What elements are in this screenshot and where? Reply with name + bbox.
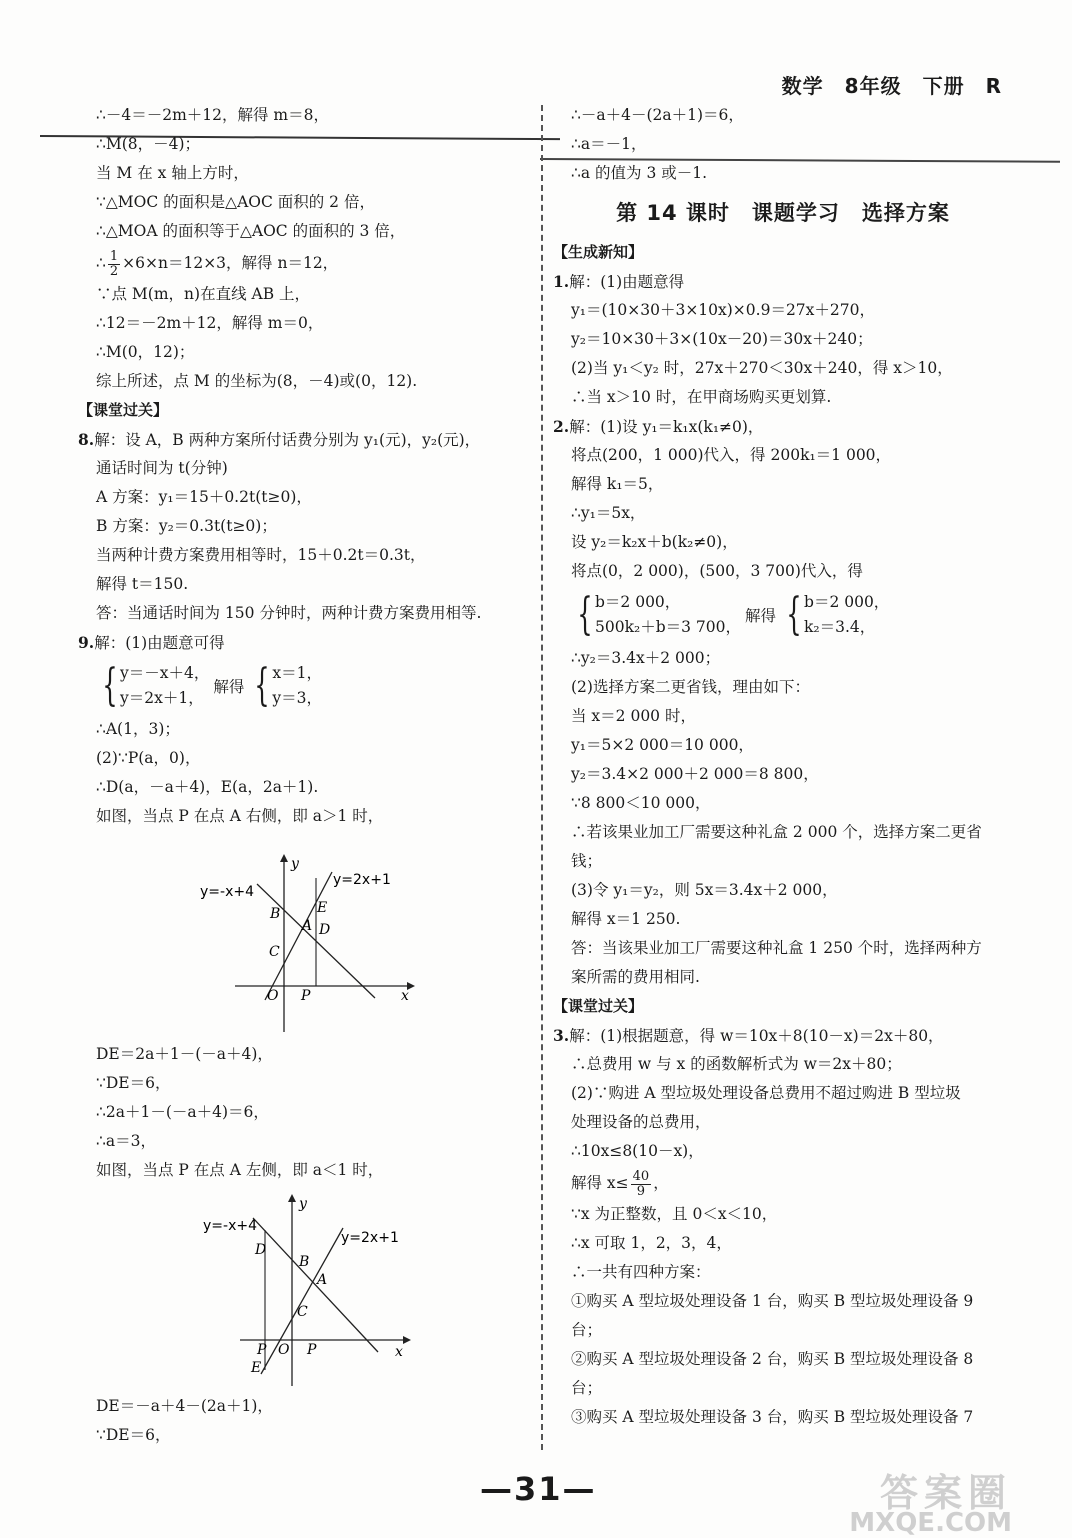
solve-label: 解得 — [213, 678, 245, 696]
label-D: D — [319, 922, 331, 938]
equation-system — [78, 657, 533, 715]
problem-number: 2. — [553, 417, 570, 436]
text-line: y₂＝3.4×2 000＋2 000＝8 800， — [571, 765, 819, 783]
fraction-denominator: 2 — [109, 263, 119, 279]
text-line: 台； — [571, 1321, 603, 1339]
equation: y＝3， — [272, 689, 323, 707]
text-line: ∴10x≤8(10－x)， — [571, 1142, 704, 1160]
label-P-right: P — [307, 1342, 317, 1358]
system-rows — [120, 661, 209, 711]
text-line: ∴a＝3， — [96, 1132, 156, 1150]
text-line: 答：当通话时间为 150 分钟时，两种计费方案费用相等. — [96, 604, 482, 622]
text-line: 当 M 在 x 轴上方时， — [96, 164, 249, 182]
fraction — [631, 1170, 652, 1199]
text-line: ∴2a＋1－(－a＋4)＝6， — [96, 1103, 269, 1121]
fraction-denominator: 9 — [636, 1183, 646, 1199]
text-line: B 方案：y₂＝0.3t(t≥0)； — [96, 517, 277, 535]
problem-number: 8. — [78, 430, 95, 449]
text-line: 解得 x＝1 250. — [571, 910, 681, 928]
label-x: x — [395, 1344, 403, 1360]
problem-2-line — [553, 412, 1013, 441]
equation: y＝2x＋1， — [120, 689, 204, 707]
text-line: ∵△MOC 的面积是△AOC 面积的 2 倍， — [96, 193, 375, 211]
text-line: 钱； — [571, 852, 603, 870]
left-column-end — [78, 1392, 533, 1450]
fraction-numerator: 40 — [632, 1168, 650, 1184]
label-A: A — [302, 918, 313, 934]
text-line: ∴－a＋4－(2a＋1)＝6， — [571, 106, 744, 124]
text-line: ∵8 800＜10 000， — [571, 794, 711, 812]
text-line: ∴M(0，12)； — [96, 343, 195, 361]
section-tag: 【课堂过关】 — [78, 401, 169, 419]
text-line: 处理设备的总费用， — [571, 1113, 711, 1131]
text-fragment: 解得 x≤ — [571, 1174, 629, 1192]
solution-rows — [804, 590, 889, 640]
label-O: O — [267, 988, 279, 1004]
label-line-neg-x-plus-4: y=-x+4 — [200, 884, 254, 900]
text-line: ∴D(a，－a＋4)，E(a，2a＋1). — [96, 778, 319, 796]
fraction-numerator: 1 — [109, 248, 119, 264]
figure-1 — [195, 850, 425, 1035]
text-line: 如图，当点 P 在点 A 左侧，即 a＜1 时， — [96, 1161, 384, 1179]
text-line: ∴y₂＝3.4x＋2 000； — [571, 649, 721, 667]
problem-1-line — [553, 267, 1013, 296]
fraction — [108, 250, 120, 279]
label-A: A — [317, 1272, 328, 1288]
text-line: ∴a 的值为 3 或－1. — [571, 164, 708, 182]
equation: b＝2 000， — [595, 593, 681, 611]
text-line: 答：当该果业加工厂需要这种礼盒 1 250 个时，选择两种方 — [571, 939, 982, 957]
text-line: ∴一共有四种方案： — [571, 1263, 711, 1281]
label-B: B — [299, 1254, 310, 1270]
watermark-line1: 答案圈 — [879, 1471, 1012, 1515]
text-line: ∴当 x＞10 时，在甲商场购买更划算. — [571, 388, 832, 406]
problem-8-line — [78, 425, 533, 454]
text-line: DE＝2a＋1－(－a＋4)， — [96, 1045, 273, 1063]
text-line-fraction — [553, 1166, 1013, 1200]
section-tag: 【课堂过关】 — [553, 997, 644, 1015]
y-axis-arrow — [280, 854, 288, 862]
text-line: 解得 t＝150. — [96, 575, 189, 593]
text-line: ∵DE＝6， — [96, 1426, 171, 1444]
text-line: y₁＝(10×30＋3×10x)×0.9＝27x＋270， — [571, 301, 875, 319]
text-fragment: 解：(1)根据题意，得 w＝10x＋8(10－x)＝2x＋80， — [569, 1027, 944, 1045]
text-fragment: ∴ — [96, 254, 106, 272]
equation: k₂＝3.4， — [804, 618, 876, 636]
text-line: 将点(200，1 000)代入，得 200k₁＝1 000， — [571, 446, 892, 464]
equation-system — [553, 586, 1013, 644]
page-header: 数学 8年级 下册 R — [781, 74, 1002, 98]
left-column-continued — [78, 1040, 533, 1185]
label-E: E — [251, 1360, 262, 1376]
problem-number: 3. — [553, 1026, 570, 1045]
text-line: y₂＝10×30＋3×(10x－20)＝30x＋240； — [571, 330, 873, 348]
text-line: 如图，当点 P 在点 A 右侧，即 a＞1 时， — [96, 807, 384, 825]
solution-rows — [272, 661, 322, 711]
text-line: ∴若该果业加工厂需要这种礼盒 2 000 个，选择方案二更省 — [571, 823, 982, 841]
column-divider — [541, 105, 543, 1450]
text-line: (2)∵购进 A 型垃圾处理设备总费用不超过购进 B 型垃圾 — [571, 1084, 961, 1102]
label-P-left: P — [257, 1342, 267, 1358]
text-line: ∴－4＝－2m＋12，解得 m＝8， — [96, 106, 329, 124]
text-line: 案所需的费用相同. — [571, 968, 700, 986]
text-fragment: ， — [653, 1174, 669, 1192]
text-line: ∴M(8，－4)； — [96, 135, 201, 153]
y-axis-arrow — [288, 1194, 296, 1202]
lesson-title: 第 14 课时 课题学习 选择方案 — [616, 201, 950, 225]
page-number: —31— — [480, 1470, 597, 1508]
text-line: A 方案：y₁＝15＋0.2t(t≥0)， — [96, 488, 312, 506]
equation: x＝1， — [272, 664, 322, 682]
problem-9-line — [78, 628, 533, 657]
label-x: x — [401, 988, 409, 1004]
text-fragment: ×6×n＝12×3，解得 n＝12， — [122, 254, 339, 272]
problem-number: 1. — [553, 272, 570, 291]
problem-number: 9. — [78, 633, 95, 652]
label-line-2x-plus-1: y=2x+1 — [333, 872, 391, 888]
text-fragment: 解：设 A，B 两种方案所付话费分别为 y₁(元)，y₂(元)， — [94, 431, 481, 449]
text-fragment: 解：(1)设 y₁＝k₁x(k₁≠0)， — [569, 418, 764, 436]
watermark-line2: MXQE.COM — [849, 1508, 1012, 1538]
equation: y＝－x＋4， — [120, 664, 210, 682]
text-line: (2)∵P(a，0)， — [96, 749, 201, 767]
text-line: ∴12＝－2m＋12，解得 m＝0， — [96, 314, 324, 332]
section-tag: 【生成新知】 — [553, 243, 644, 261]
text-line: ∵x 为正整数，且 0＜x＜10， — [571, 1205, 778, 1223]
watermark — [849, 1471, 1012, 1538]
text-line: ∴x 可取 1，2，3，4， — [571, 1234, 732, 1252]
text-line: ∴△MOA 的面积等于△AOC 的面积的 3 倍， — [96, 222, 406, 240]
text-line: ∵DE＝6， — [96, 1074, 171, 1092]
label-y: y — [299, 1196, 307, 1212]
text-line: 解得 k₁＝5， — [571, 475, 664, 493]
text-line: y₁＝5×2 000＝10 000， — [571, 736, 754, 754]
figure-2 — [195, 1190, 425, 1390]
text-line: 将点(0，2 000)，(500，3 700)代入，得 — [571, 562, 863, 580]
text-line: (2)当 y₁＜y₂ 时，27x＋270＜30x＋240，得 x＞10， — [571, 359, 953, 377]
problem-3-line — [553, 1021, 1013, 1050]
text-line: 通话时间为 t(分钟) — [96, 459, 228, 477]
label-C: C — [297, 1304, 308, 1320]
system-rows — [595, 590, 741, 640]
left-brace: { — [786, 589, 802, 640]
text-line: ③购买 A 型垃圾处理设备 3 台，购买 B 型垃圾处理设备 7 — [571, 1408, 974, 1426]
left-brace: { — [577, 589, 593, 640]
text-line: DE＝－a＋4－(2a＋1)， — [96, 1397, 273, 1415]
text-line: ∵点 M(m，n)在直线 AB 上， — [96, 285, 311, 303]
solve-label: 解得 — [745, 607, 777, 625]
text-line: ②购买 A 型垃圾处理设备 2 台，购买 B 型垃圾处理设备 8 — [571, 1350, 974, 1368]
equation: 500k₂＋b＝3 700， — [595, 618, 741, 636]
label-D: D — [255, 1242, 267, 1258]
left-brace: { — [254, 660, 271, 711]
text-line: ∴总费用 w 与 x 的函数解析式为 w＝2x＋80； — [571, 1055, 902, 1073]
text-line: ∴y₁＝5x， — [571, 504, 646, 522]
x-axis-arrow — [403, 1336, 411, 1344]
text-fragment: 解：(1)由题意可得 — [94, 634, 225, 652]
left-brace: { — [102, 660, 118, 711]
label-E: E — [317, 900, 328, 916]
text-line: ①购买 A 型垃圾处理设备 1 台，购买 B 型垃圾处理设备 9 — [571, 1292, 974, 1310]
right-column — [553, 101, 1013, 1432]
text-line-fraction — [78, 246, 533, 280]
left-column — [78, 101, 533, 831]
text-line: ∴a＝－1， — [571, 135, 647, 153]
label-O: O — [278, 1342, 290, 1358]
text-line: 设 y₂＝k₂x＋b(k₂≠0)， — [571, 533, 738, 551]
text-line: (3)令 y₁＝y₂，则 5x＝3.4x＋2 000， — [571, 881, 838, 899]
label-B: B — [270, 906, 281, 922]
equation: b＝2 000， — [804, 593, 890, 611]
text-line: 当两种计费方案费用相等时，15＋0.2t＝0.3t， — [96, 546, 426, 564]
label-P: P — [301, 988, 311, 1004]
text-line: ∴A(1，3)； — [96, 720, 180, 738]
text-fragment: 解：(1)由题意得 — [569, 273, 685, 291]
text-line: 当 x＝2 000 时， — [571, 707, 696, 725]
text-line: 台； — [571, 1379, 603, 1397]
text-line: (2)选择方案二更省钱，理由如下： — [571, 678, 810, 696]
label-C: C — [269, 944, 280, 960]
label-line-2x-plus-1: y=2x+1 — [341, 1230, 399, 1246]
label-y: y — [291, 856, 299, 872]
label-line-neg-x-plus-4: y=-x+4 — [203, 1218, 257, 1234]
text-line: 综上所述，点 M 的坐标为(8，－4)或(0，12). — [96, 372, 418, 390]
